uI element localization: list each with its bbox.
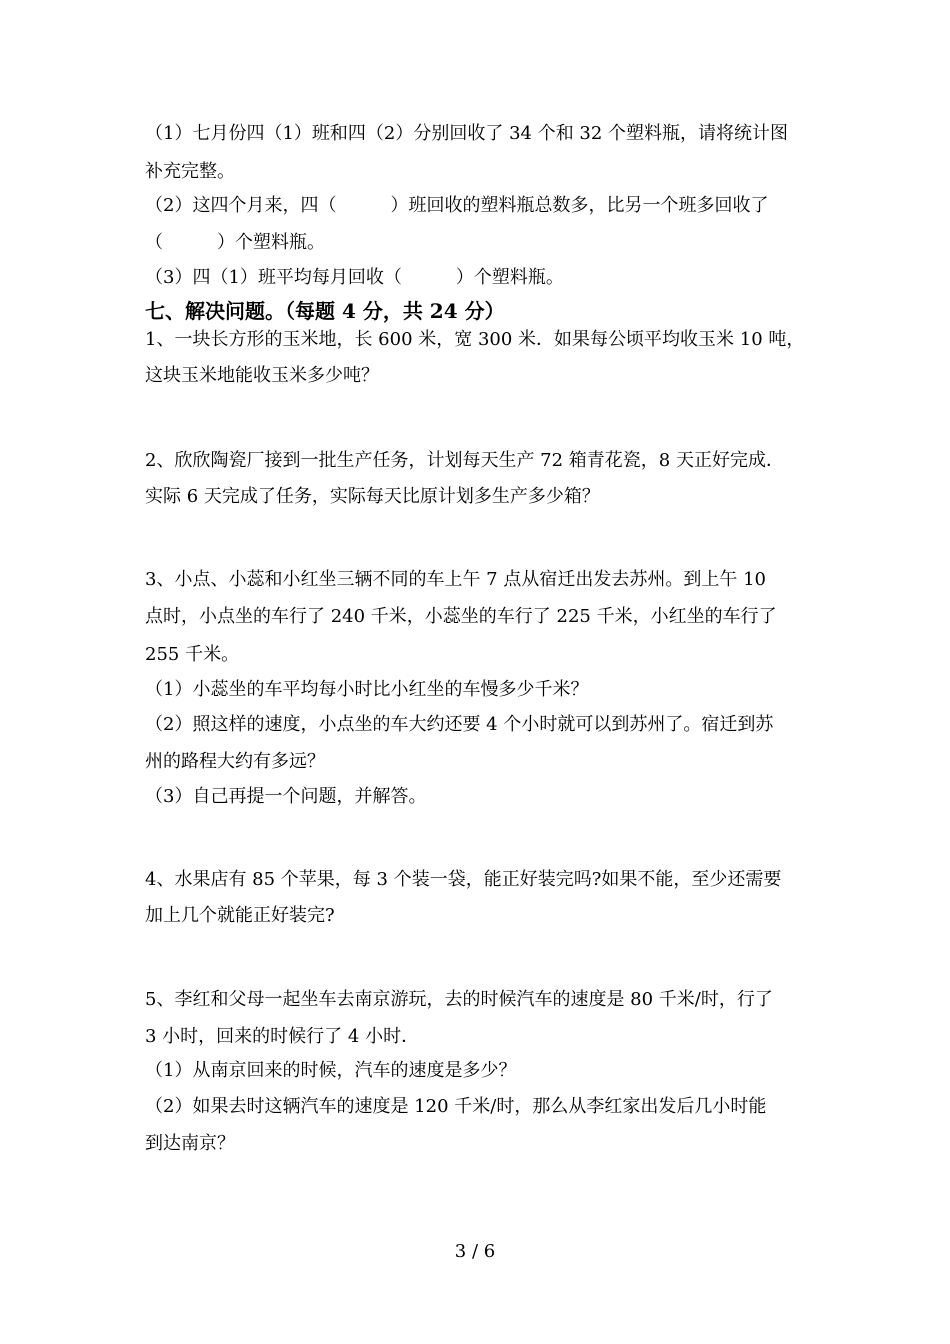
s6-q2-line2: （ ）个塑料瓶。 bbox=[145, 232, 325, 253]
problem1-line2: 这块玉米地能收玉米多少吨？ bbox=[145, 365, 379, 386]
section7-heading: 七、解决问题。（每题 4 分，共 24 分） bbox=[145, 299, 505, 323]
problem1-line1: 1、一块长方形的玉米地，长 600 米，宽 300 米．如果每公顷平均收玉米 10 吨， bbox=[145, 329, 805, 350]
s6-q1-line1: （1）七月份四（1）班和四（2）分别回收了 34 个和 32 个塑料瓶，请将统计图 bbox=[145, 123, 789, 144]
s6-q3-line1: （3）四（1）班平均每月回收（ ）个塑料瓶。 bbox=[145, 267, 564, 288]
s6-q2-line1: （2）这四个月来，四（ ）班回收的塑料瓶总数多，比另一个班多回收了 bbox=[145, 195, 769, 216]
problem3-sub2-line1: （2）照这样的速度，小点坐的车大约还要 4 个小时就可以到苏州了。宿迁到苏 bbox=[145, 714, 774, 735]
problem5-line2: 3 小时，回来的时候行了 4 小时． bbox=[145, 1026, 420, 1047]
problem3-sub1: （1）小蕊坐的车平均每小时比小红坐的车慢多少千米？ bbox=[145, 679, 589, 700]
problem3-line1: 3、小点、小蕊和小红坐三辆不同的车上午 7 点从宿迁出发去苏州。到上午 10 bbox=[145, 569, 766, 590]
problem3-sub3: （3）自己再提一个问题，并解答。 bbox=[145, 786, 427, 807]
s6-q1-line2: 补充完整。 bbox=[145, 161, 235, 182]
problem3-line3: 255 千米。 bbox=[145, 644, 240, 665]
problem5-sub2-line1: （2）如果去时这辆汽车的速度是 120 千米/时，那么从李红家出发后几小时能 bbox=[145, 1096, 767, 1117]
problem2-line2: 实际 6 天完成了任务，实际每天比原计划多生产多少箱？ bbox=[145, 486, 600, 507]
problem5-line1: 5、李红和父母一起坐车去南京游玩，去的时候汽车的速度是 80 千米/时，行了 bbox=[145, 989, 773, 1010]
problem3-line2: 点时，小点坐的车行了 240 千米，小蕊坐的车行了 225 千米，小红坐的车行了 bbox=[145, 606, 777, 627]
problem5-sub2-line2: 到达南京？ bbox=[145, 1133, 235, 1154]
problem3-sub2-line2: 州的路程大约有多远？ bbox=[145, 751, 325, 772]
page-number: 3 / 6 bbox=[454, 1241, 496, 1262]
problem2-line1: 2、欣欣陶瓷厂接到一批生产任务，计划每天生产 72 箱青花瓷，8 天正好完成． bbox=[145, 450, 784, 471]
problem5-sub1: （1）从南京回来的时候，汽车的速度是多少？ bbox=[145, 1060, 517, 1081]
problem4-line1: 4、水果店有 85 个苹果，每 3 个装一袋，能正好装完吗?如果不能，至少还需要 bbox=[145, 869, 782, 890]
problem4-line2: 加上几个就能正好装完? bbox=[145, 905, 335, 926]
